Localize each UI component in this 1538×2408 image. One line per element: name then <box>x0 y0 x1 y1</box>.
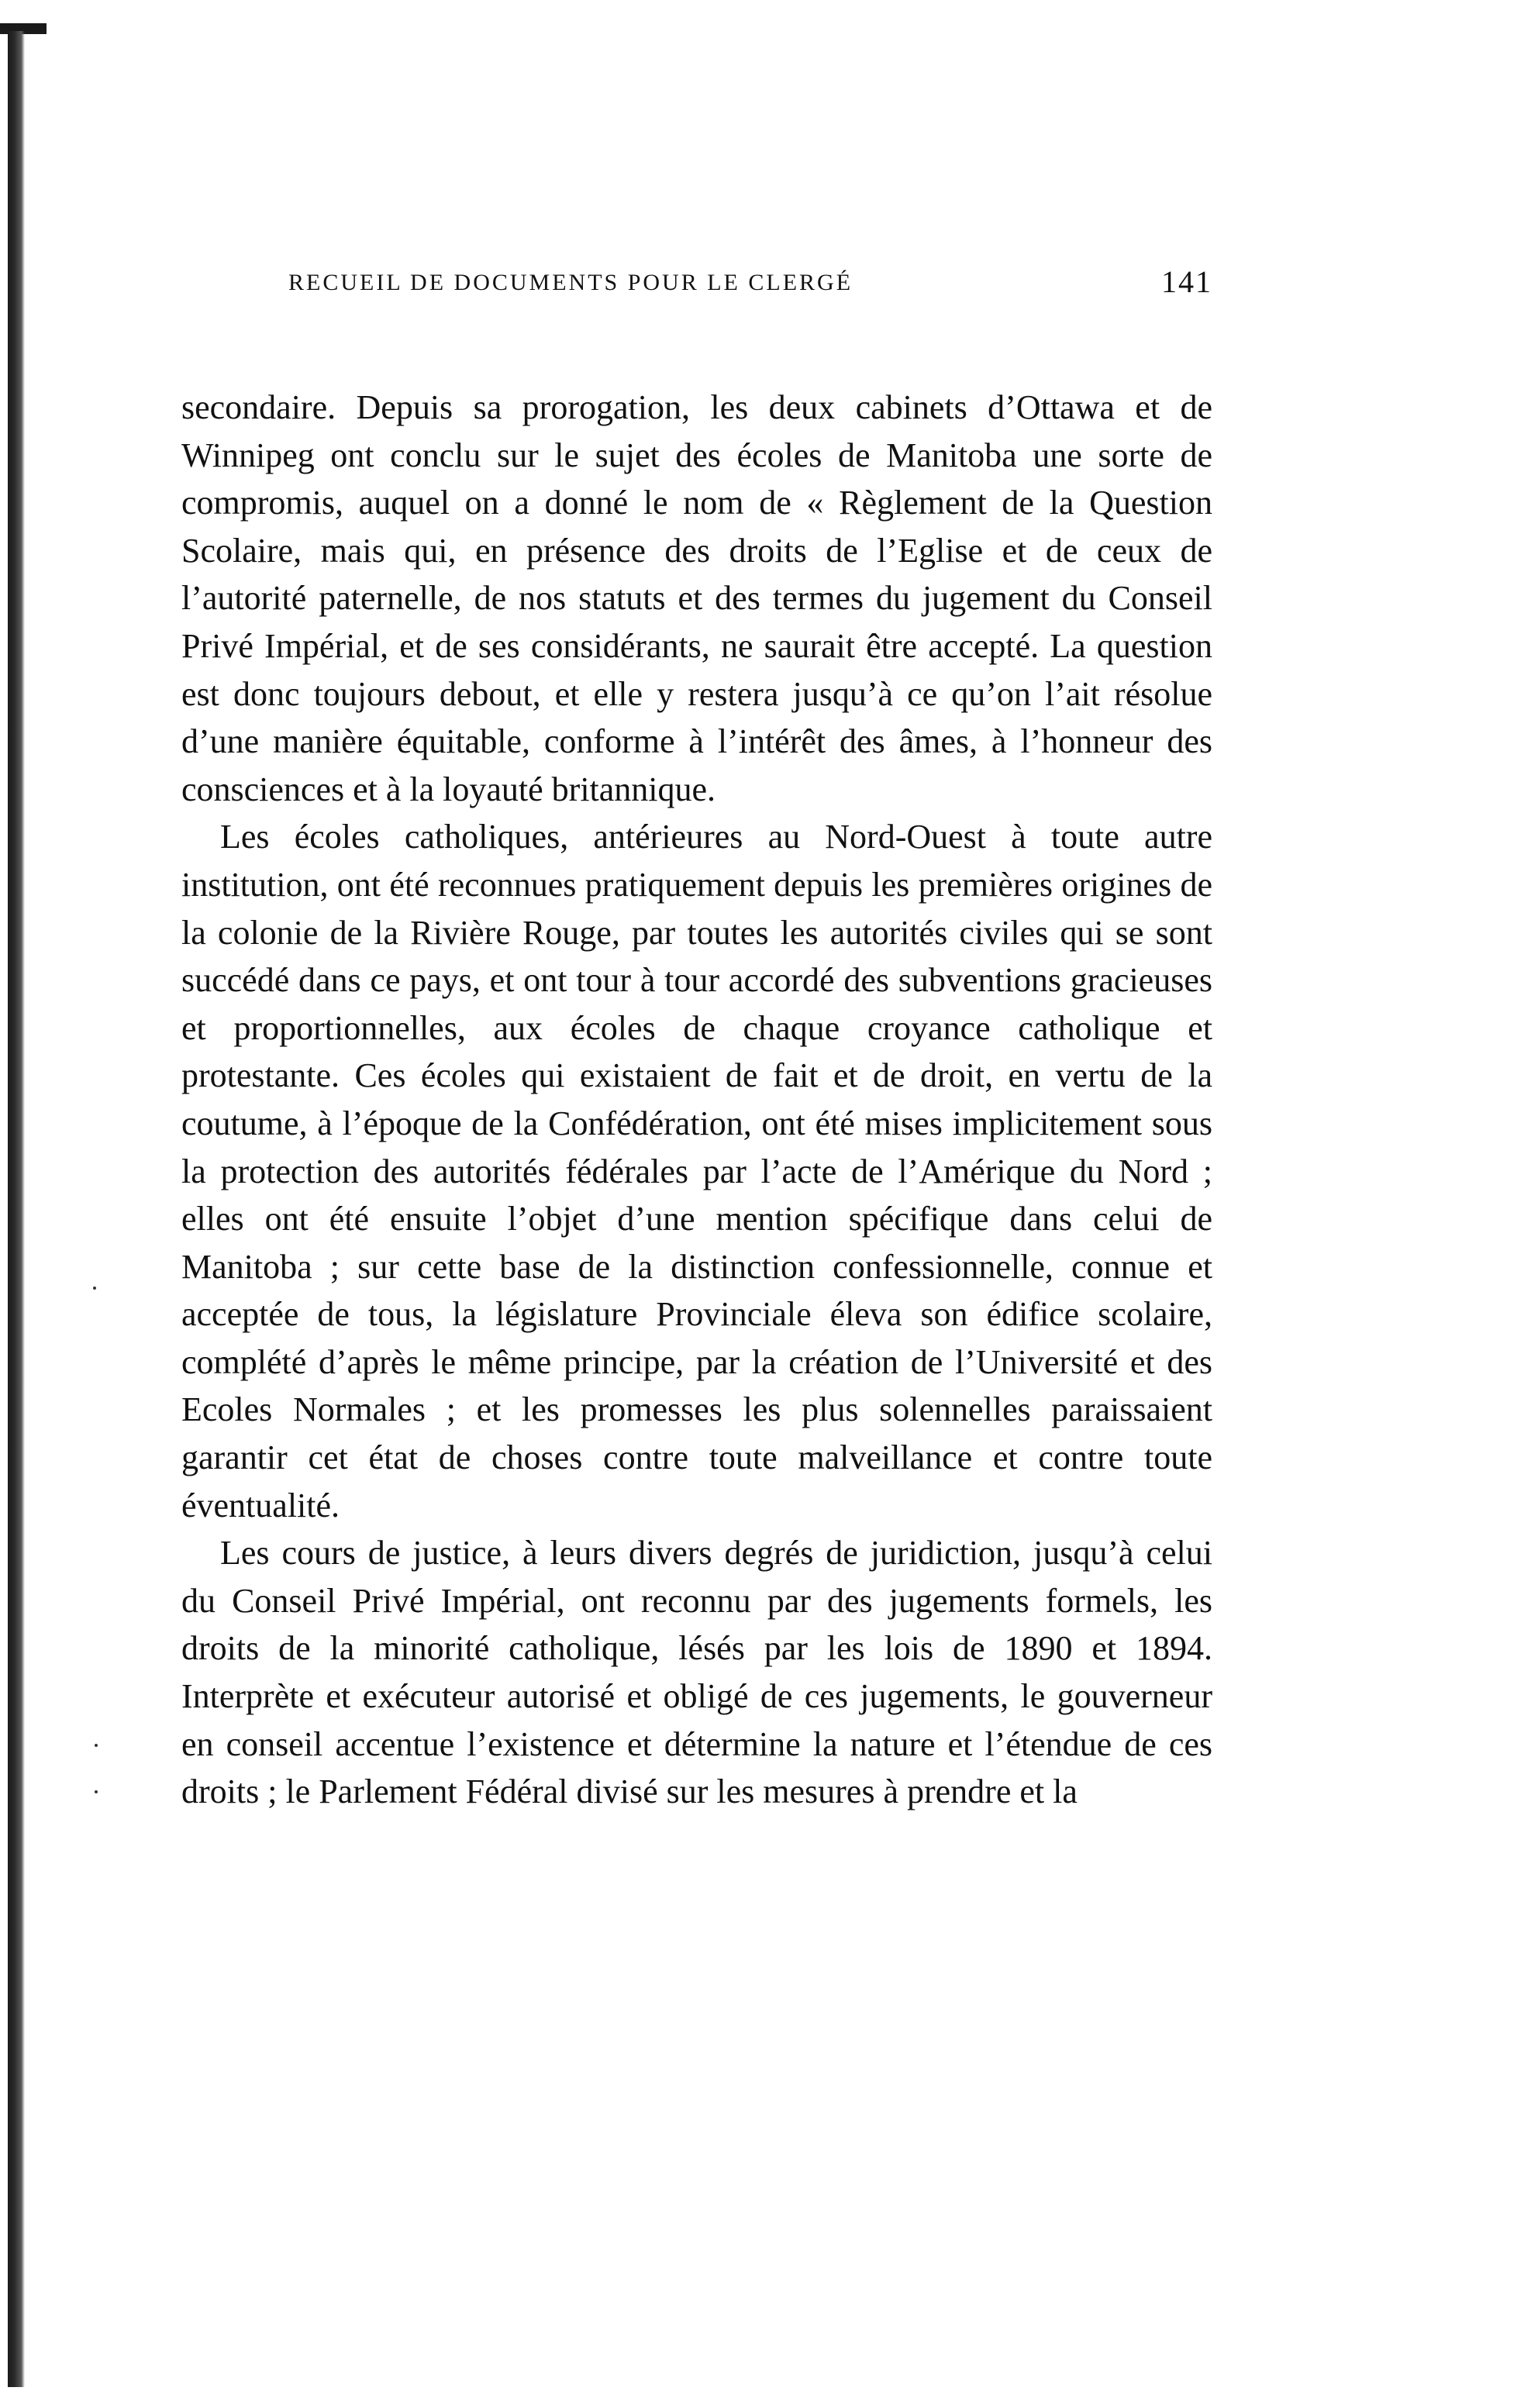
paragraph: Les écoles catholiques, antérieures au Nord-Ouest à toute autre institution, ont été reconnues pratiquement depuis les premières origines de la colonie de la Rivière Rouge, par toutes les autorités civiles qui se sont succédé dans ce pays, et ont tour à tour accordé des subventions gracieuses et proportionnelles, aux écoles de chaque croyance catholique et protestante. Ces écoles qui existaient de fait et de droit, en vertu de la coutume, à l’époque de la Confédération, ont été mises implicitement sous la protection des autorités fédérales par l’acte de l’Amérique du Nord ; elles ont été ensuite l’objet d’une mention spécifique dans celui de Manitoba ; sur cette base de la distinction confessionnelle, connue et acceptée de tous, la législature Provinciale éleva son édifice scolaire, complété d’après le même principe, par la création de l’Université et des Ecoles Normales ; et les promesses les plus solennelles paraissaient garantir cet état de choses contre toute malveillance et contre toute éventualité. <box>181 818 1212 1524</box>
scan-binding-edge <box>0 0 54 2408</box>
paragraph-continued: secondaire. Depuis sa prorogation, les deux cabinets d’Ottawa et de Winnipeg ont conclu sur le sujet des écoles de Manitoba une sorte de compromis, auquel on a donné le nom de « Règlement de la Question Scolaire, mais qui, en présence des droits de l’Eglise et de ceux de l’autorité paternelle, de nos statuts et des termes du jugement du Conseil Privé Impérial, et de ses considérants, ne saurait être accepté. La question est donc toujours debout, et elle y restera jusqu’à ce qu’on l’ait résolue d’une manière équitable, conforme à l’intérêt des âmes, à l’honneur des consciences et à la loyauté britannique. <box>181 388 1212 808</box>
scan-speck <box>93 1287 96 1290</box>
scan-speck <box>95 1744 98 1747</box>
body-text <box>181 384 1212 1816</box>
page-number: 141 <box>1161 264 1212 299</box>
scan-edge-shadow <box>8 31 25 2387</box>
paragraph: Les cours de justice, à leurs divers degrés de juridiction, jusqu’à celui du Conseil Privé Impérial, ont reconnu par des jugements formels, les droits de la minorité catholique, lésés par les lois de 1890 et 1894. Interprète et exécuteur autorisé et obligé de ces jugements, le gouverneur en conseil accentue l’existence et détermine la nature et l’étendue de ces droits ; le Parlement Fédéral divisé sur les mesures à prendre et la <box>181 1534 1212 1811</box>
running-title: RECUEIL DE DOCUMENTS POUR LE CLERGÉ <box>288 270 853 295</box>
scan-speck <box>95 1790 98 1793</box>
running-head <box>181 264 1212 310</box>
book-page <box>181 264 1212 1811</box>
